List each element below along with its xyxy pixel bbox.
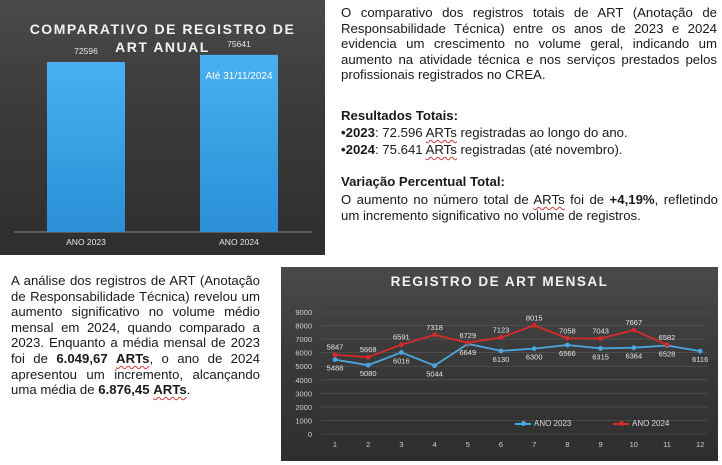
x-tick-label: 6 — [498, 440, 504, 449]
monthly-chart-plot — [281, 267, 718, 461]
series-data-label-2024: 6591 — [393, 332, 410, 342]
y-tick-label: 1000 — [295, 416, 312, 426]
variation-mid: foi de — [564, 192, 610, 207]
x-tick-label: 9 — [598, 440, 603, 449]
series-point-2023 — [499, 349, 504, 354]
variation-post: , refletindo um incremento significativo no volume de registros. — [341, 192, 718, 223]
annual-value-label: 75641 — [227, 38, 251, 49]
results-2023-desc: registradas ao longo do ano. — [456, 125, 628, 140]
series-point-2023 — [631, 345, 636, 350]
y-tick-label: 4000 — [295, 375, 312, 385]
analysis-unit-2: ARTs — [153, 382, 187, 398]
series-data-label-2023: 6016 — [393, 356, 410, 366]
series-data-label-2024: 6582 — [658, 332, 676, 342]
series-data-label-2023: 5044 — [426, 369, 443, 379]
legend-2024-label: ANO 2024 — [632, 419, 670, 428]
series-data-label-2024: 7123 — [492, 325, 510, 335]
series-data-label-2023: 6566 — [559, 348, 576, 358]
series-data-label-2024: 8015 — [525, 313, 543, 323]
y-tick-label: 5000 — [295, 362, 312, 372]
results-2023-year: •2023 — [341, 125, 375, 140]
series-point-2023 — [399, 350, 404, 355]
monthly-chart — [281, 267, 718, 461]
variation-paragraph — [341, 192, 718, 223]
series-point-2024 — [598, 336, 603, 341]
results-2023-value: : 72.596 — [374, 125, 426, 140]
x-tick-label: 3 — [399, 440, 404, 449]
x-tick-label: 11 — [663, 440, 671, 449]
intro-paragraph: O comparativo dos registros totais de ART (Anotação de Responsabilidade Técnica) entre os anos de 2023 e 2024 evidencia um crescimento no volume geral, indicando um aumento na atividade técnica e nos serviços prestados pelos profissionais registrados no CREA. — [341, 5, 717, 83]
results-2024-value: : 75.641 — [374, 142, 426, 157]
annual-chart — [0, 0, 325, 255]
series-point-2023 — [698, 349, 703, 354]
series-data-label-2024: 7058 — [559, 326, 576, 336]
series-line-2023 — [335, 344, 700, 366]
series-point-2023 — [598, 346, 603, 351]
x-tick-label: 7 — [532, 440, 537, 449]
series-point-2023 — [432, 363, 437, 368]
y-tick-label: 3000 — [295, 389, 312, 399]
series-point-2024 — [366, 355, 371, 360]
analysis-avg-2023: 6.049,67 — [56, 350, 108, 366]
series-point-2023 — [565, 343, 570, 348]
series-point-2023 — [333, 357, 338, 362]
legend-2024-swatch — [613, 423, 629, 425]
annual-chart-plot — [0, 0, 325, 255]
series-point-2023 — [532, 346, 537, 351]
analysis-end: . — [186, 382, 191, 398]
series-data-label-2023: 6528 — [658, 349, 676, 359]
series-point-2024 — [333, 352, 338, 357]
series-data-label-2023: 6649 — [459, 347, 477, 357]
annual-chart-title: COMPARATIVO DE REGISTRO DE ART ANUAL — [29, 21, 296, 55]
y-tick-label: 2000 — [295, 402, 312, 412]
variation-percent: +4,19% — [609, 192, 655, 207]
series-data-label-2024: 7043 — [592, 326, 609, 336]
legend-2023-swatch — [515, 423, 531, 425]
series-point-2024 — [565, 336, 570, 341]
monthly-chart-title: REGISTRO DE ART MENSAL — [390, 274, 609, 289]
series-data-label-2024: 5847 — [326, 342, 344, 352]
series-data-label-2023: 5080 — [359, 369, 377, 379]
x-tick-label: 12 — [696, 440, 705, 449]
series-data-label-2023: 6116 — [692, 355, 709, 365]
variation-title: Variação Percentual Total: — [341, 174, 505, 189]
analysis-paragraph — [11, 273, 260, 398]
series-data-label-2024: 5668 — [359, 345, 377, 355]
series-data-label-2023: 6300 — [525, 352, 543, 362]
annual-category-label: ANO 2023 — [66, 237, 106, 247]
variation-pre: O aumento no número total de — [341, 192, 534, 207]
results-2024-year: •2024 — [341, 142, 375, 157]
results-2024-unit: ARTs — [425, 142, 457, 157]
y-tick-label: 7000 — [295, 335, 312, 345]
analysis-part1: A análise dos registros de ART (Anotação de Responsabilidade Técnica) revelou um aumento significativo no volume médio mensal em 2024, quando comparado a 2023. Enquanto a média mensal de 2023 foi de — [11, 273, 260, 366]
series-data-label-2023: 5488 — [326, 363, 344, 373]
annual-category-label: ANO 2024 — [219, 237, 259, 247]
legend-2024 — [613, 419, 669, 428]
series-data-label-2023: 6130 — [492, 354, 510, 364]
analysis-unit-1: ARTs — [116, 350, 150, 366]
results-2023-unit: ARTs — [425, 125, 457, 140]
series-point-2024 — [532, 323, 537, 328]
series-data-label-2024: 7318 — [426, 322, 443, 332]
x-tick-label: 2 — [366, 440, 371, 449]
series-data-label-2024: 6729 — [459, 330, 477, 340]
annual-value-label: 72596 — [74, 46, 98, 57]
series-point-2024 — [465, 340, 470, 345]
series-data-label-2024: 7667 — [625, 318, 643, 328]
results-2024 — [341, 142, 623, 158]
results-title: Resultados Totais: — [341, 108, 458, 123]
x-tick-label: 8 — [565, 440, 570, 449]
results-2023 — [341, 125, 628, 141]
series-data-label-2023: 6364 — [625, 351, 643, 361]
variation-unit: ARTs — [533, 192, 565, 207]
x-tick-label: 5 — [465, 440, 470, 449]
x-tick-label: 4 — [432, 440, 437, 449]
legend-2023 — [515, 419, 571, 428]
results-2024-desc: registradas (até novembro). — [456, 142, 623, 157]
series-point-2024 — [631, 328, 636, 333]
x-tick-label: 10 — [629, 440, 638, 449]
series-point-2023 — [366, 363, 371, 368]
y-tick-label: 6000 — [295, 348, 312, 358]
series-point-2024 — [499, 335, 504, 340]
x-tick-label: 1 — [332, 440, 338, 449]
analysis-part2: , o ano de 2024 apresentou um incremento, alcançando uma média de — [11, 350, 260, 398]
annual-bar-ano-2023 — [47, 62, 125, 232]
y-tick-label: 0 — [307, 430, 312, 439]
series-data-label-2023: 6315 — [592, 352, 609, 362]
legend-2023-label: ANO 2023 — [534, 419, 572, 428]
series-point-2024 — [432, 332, 437, 337]
annual-annotation: Até 31/11/2024 — [205, 70, 273, 82]
y-tick-label: 9000 — [295, 308, 312, 317]
series-point-2024 — [665, 342, 670, 347]
series-point-2024 — [399, 342, 404, 347]
y-tick-label: 8000 — [295, 321, 312, 331]
analysis-avg-2024: 6.876,45 — [98, 382, 150, 398]
